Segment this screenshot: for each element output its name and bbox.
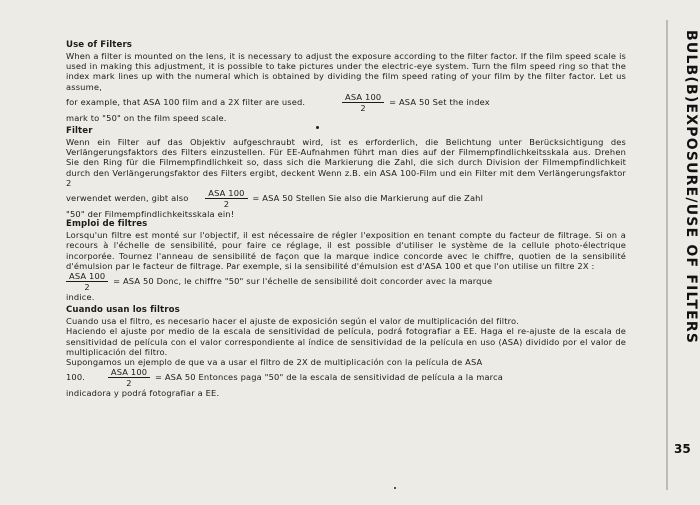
fraction-denominator: 2: [360, 102, 366, 113]
section-heading: Emploi de filtres: [66, 219, 148, 230]
fraction: [108, 367, 150, 388]
equation-suffix: = ASA 50 Set the index: [389, 96, 490, 107]
page-number: 35: [674, 442, 691, 456]
fraction-numerator: ASA 100: [342, 92, 384, 103]
equation-prefix: for example, that ASA 100 film and a 2X filter are used.: [66, 96, 306, 107]
section-body: Wenn ein Filter auf das Objektiv aufgeschraubt wird, ist es erforderlich, die Belichtung unter Berücksichtigung des Verlängerungsfaktors des Filters einzustellen. Für EE-Aufnahmen führt man dies auf der Filmempfindlichkeitsskala aus. Drehen Sie den Ring für die Filmempfindlichkeit so, dass sich die Markierung die Zahl, die sich durch Division der Filmempfindlichkeit durch den Verlängerungsfaktor des Filters ergibt, deckent Wenn z.B. ein ASA 100-Film und ein Filter mit dem Verlängerungsfaktor 2: [66, 137, 626, 188]
section-heading: Use of Filters: [66, 40, 132, 50]
equation-line: [66, 271, 626, 292]
equation-line: [66, 367, 626, 388]
section-tail: indice.: [66, 292, 95, 303]
fraction-numerator: ASA 100: [205, 188, 247, 199]
fraction: [66, 271, 108, 292]
section-heading: Filter: [66, 126, 93, 137]
equation-suffix: = ASA 50 Stellen Sie also die Markierung auf die Zahl: [252, 193, 484, 204]
fraction: [205, 188, 247, 209]
equation-line: [66, 188, 626, 209]
section-body: Supongamos un ejemplo de que va a usar el filtro de 2X de multiplicación con la película de ASA: [66, 357, 483, 368]
equation-prefix: 100.: [66, 372, 86, 383]
page-content: [66, 40, 626, 398]
fraction-denominator: 2: [223, 199, 230, 210]
section-french: [66, 219, 626, 302]
section-side-title: BULB(B)EXPOSURE/USE OF FILTERS: [683, 30, 699, 345]
equation-suffix: = ASA 50 Entonces paga "50" de la escala de sensitividad de película a la marca: [154, 372, 504, 383]
fraction-denominator: 2: [126, 378, 132, 389]
section-body: Cuando usa el filtro, es necesario hacer el ajuste de exposición según el valor de multiplicación del filtro.: [66, 316, 519, 327]
section-body: Lorsqu'un filtre est monté sur l'objectif, il est nécessaire de régler l'exposition en tenant compte du facteur de filtrage. Si on a recours à l'échelle de sensibilité, pour faire ce réglage, il est possible d'utiliser le système de la cellule photo-électrique incorporée. Tournez l'anneau de sensibilité de façon que la marque indice concorde avec le chiffre, quotien de la sensibilité d'émulsion par le facteur de filtrage. Par exemple, si la sensibilité d'émulsion est d'ASA 100 et que l'on utilise un filtre 2X :: [66, 230, 626, 271]
section-english: [66, 40, 626, 123]
ink-speck: [316, 126, 319, 129]
fraction: [342, 92, 384, 113]
fraction-numerator: ASA 100: [108, 367, 150, 378]
side-rule: [666, 20, 668, 490]
fraction-numerator: ASA 100: [66, 271, 108, 282]
fraction-denominator: 2: [84, 282, 90, 293]
ink-speck: [394, 487, 396, 489]
equation-suffix: = ASA 50 Donc, le chiffre "50" sur l'échelle de sensibilité doit concorder avec la marque: [113, 276, 493, 287]
section-tail: indicadora y podrá fotografiar a EE.: [66, 388, 220, 399]
section-tail: mark to "50" on the film speed scale.: [66, 112, 227, 123]
section-body: Haciendo el ajuste por medio de la escala de sensitividad de película, podrá fotografiar a EE. Haga el re-ajuste de la escala de sensitividad de película con el valor correspondiente al índice de sensitividad de la película en uso (ASA) dividido por el valor de multiplicación del filtro.: [66, 326, 626, 357]
equation-prefix: verwendet werden, gibt also: [66, 193, 189, 204]
section-body: When a filter is mounted on the lens, it is necessary to adjust the exposure according to the filter factor. If the film speed scale is used in making this adjustment, it is possible to take pictures under the electric-eye system. Turn the film speed ring so that the index mark lines up with the numeral which is obtained by dividing the film speed rating of your film by the filter factor. Let us assume,: [66, 51, 626, 92]
section-tail: "50" der Filmempfindlichkeitsskala ein!: [66, 209, 235, 220]
section-heading: Cuando usan los filtros: [66, 305, 180, 316]
section-spanish: [66, 305, 626, 398]
section-german: [66, 126, 626, 219]
equation-line: [66, 92, 626, 113]
